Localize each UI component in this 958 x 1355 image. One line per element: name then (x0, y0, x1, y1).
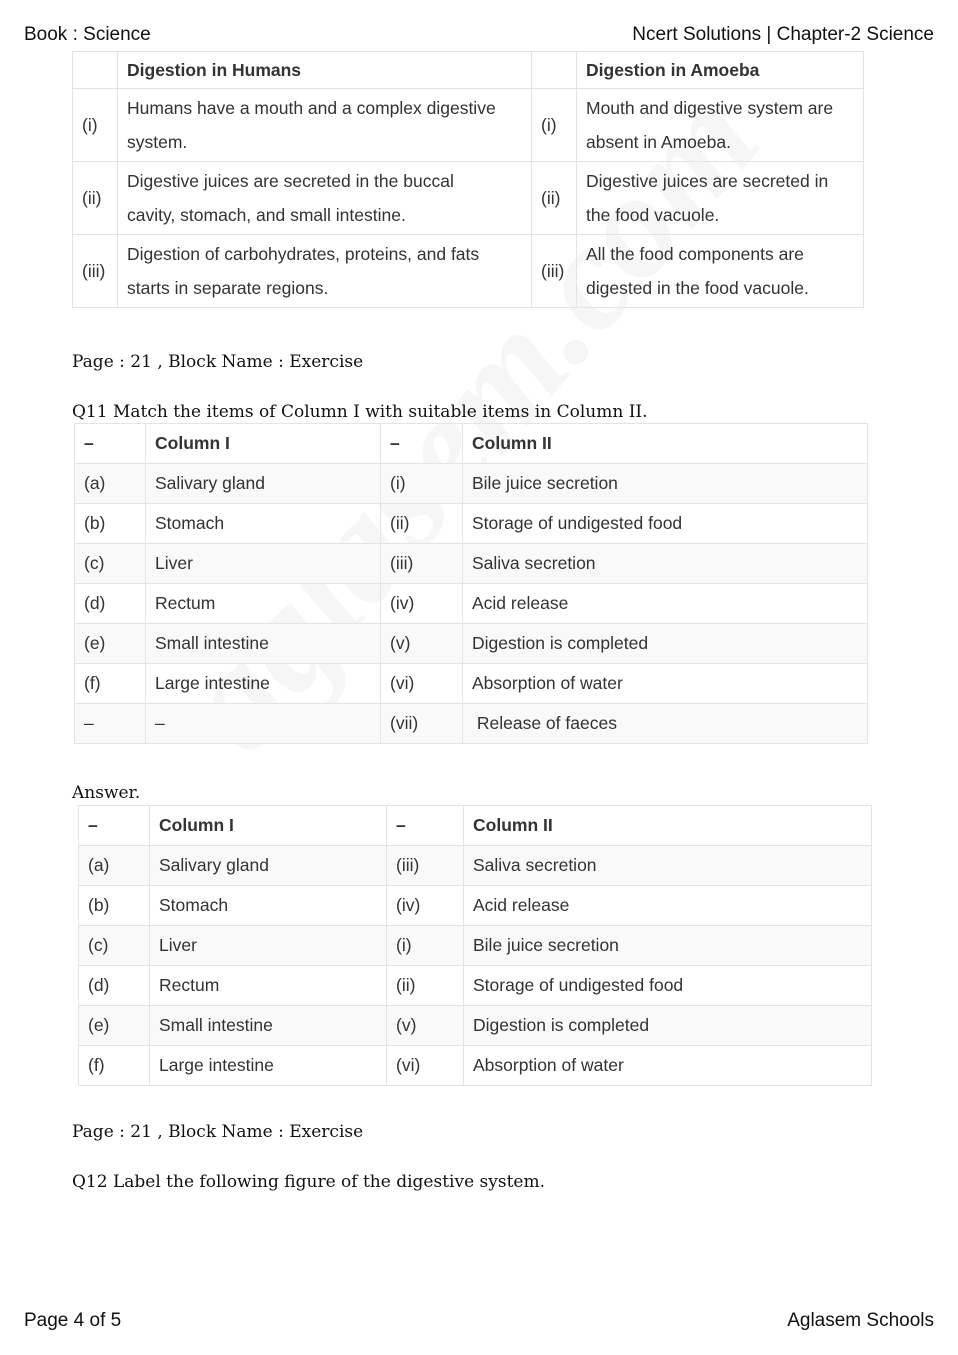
row-number: (i) (73, 89, 118, 162)
table-cell: Salivary gland (150, 846, 387, 886)
table-cell: (ii) (387, 966, 464, 1006)
table-cell: Saliva secretion (463, 544, 868, 584)
table-cell: (iii) (387, 846, 464, 886)
table-cell: Acid release (464, 886, 872, 926)
match-table (74, 423, 868, 744)
table-cell: Acid release (463, 584, 868, 624)
table-cell: (vii) (381, 704, 463, 744)
amoeba-cell: All the food components are digested in the food vacuole. (577, 235, 864, 308)
question-11: Q11 Match the items of Column I with suitable items in Column II. (72, 402, 648, 422)
comparison-table (72, 51, 864, 308)
table-header-row (73, 52, 864, 89)
table-row (73, 235, 864, 308)
table-cell: Absorption of water (463, 664, 868, 704)
table-cell: Bile juice secretion (464, 926, 872, 966)
question-12: Q12 Label the following figure of the digestive system. (72, 1172, 546, 1192)
table-cell: (e) (75, 624, 146, 664)
table-cell: (d) (79, 966, 150, 1006)
answer-label: Answer. (72, 783, 141, 803)
table-row (75, 584, 868, 624)
table-header-cell: Column II (464, 806, 872, 846)
table-header-cell: Digestion in Amoeba (577, 52, 864, 89)
table-cell: (v) (387, 1006, 464, 1046)
table-cell: Storage of undigested food (463, 504, 868, 544)
table-row (79, 966, 872, 1006)
table-row (79, 926, 872, 966)
humans-cell: Digestion of carbohydrates, proteins, and fats starts in separate regions. (118, 235, 532, 308)
table-cell: Stomach (150, 886, 387, 926)
table-cell: – (75, 704, 146, 744)
table-header-cell: – (79, 806, 150, 846)
table-cell: Large intestine (146, 664, 381, 704)
table-row (73, 89, 864, 162)
table-cell: (i) (387, 926, 464, 966)
table-cell: (ii) (381, 504, 463, 544)
table-header-cell: – (75, 424, 146, 464)
table-row (75, 544, 868, 584)
table-row (75, 504, 868, 544)
header-book: Book : Science (24, 24, 151, 45)
table-cell: – (146, 704, 381, 744)
table-cell: (c) (75, 544, 146, 584)
answer-table (78, 805, 872, 1086)
table-cell: Absorption of water (464, 1046, 872, 1086)
table-cell: (e) (79, 1006, 150, 1046)
table-row (79, 886, 872, 926)
table-cell: Storage of undigested food (464, 966, 872, 1006)
row-number: (ii) (532, 162, 577, 235)
table-row (75, 464, 868, 504)
table-header-cell: – (381, 424, 463, 464)
table-cell: (b) (75, 504, 146, 544)
table-cell: (c) (79, 926, 150, 966)
table-cell: Small intestine (150, 1006, 387, 1046)
table-cell: Rectum (150, 966, 387, 1006)
table-header-cell: Digestion in Humans (118, 52, 532, 89)
footer-page-number: Page 4 of 5 (24, 1310, 122, 1331)
table-cell: (i) (381, 464, 463, 504)
row-number: (iii) (73, 235, 118, 308)
table-cell: Stomach (146, 504, 381, 544)
table-row (73, 162, 864, 235)
table-header-row (75, 424, 868, 464)
table-cell: Bile juice secretion (463, 464, 868, 504)
table-cell: Digestion is completed (464, 1006, 872, 1046)
table-row (75, 624, 868, 664)
table-cell: Liver (150, 926, 387, 966)
table-header-cell: Column II (463, 424, 868, 464)
humans-cell: Digestive juices are secreted in the buccal cavity, stomach, and small intestine. (118, 162, 532, 235)
table-cell: Rectum (146, 584, 381, 624)
table-header-cell (73, 52, 118, 89)
table-cell: Saliva secretion (464, 846, 872, 886)
row-number: (i) (532, 89, 577, 162)
table-cell: Release of faeces (463, 704, 868, 744)
footer-brand: Aglasem Schools (787, 1310, 934, 1331)
table-header-cell: – (387, 806, 464, 846)
humans-cell: Humans have a mouth and a complex digestive system. (118, 89, 532, 162)
table-cell: (iv) (381, 584, 463, 624)
amoeba-cell: Mouth and digestive system are absent in Amoeba. (577, 89, 864, 162)
table-row (79, 1046, 872, 1086)
table-row (75, 704, 868, 744)
table-header-cell: Column I (150, 806, 387, 846)
table-cell: (vi) (381, 664, 463, 704)
page-reference: Page : 21 , Block Name : Exercise (72, 352, 364, 372)
table-cell: (f) (75, 664, 146, 704)
table-cell: (a) (79, 846, 150, 886)
row-number: (iii) (532, 235, 577, 308)
table-cell: Liver (146, 544, 381, 584)
table-cell: Small intestine (146, 624, 381, 664)
table-cell: Large intestine (150, 1046, 387, 1086)
amoeba-cell: Digestive juices are secreted in the food vacuole. (577, 162, 864, 235)
table-cell: (d) (75, 584, 146, 624)
table-row (79, 846, 872, 886)
header-chapter: Ncert Solutions | Chapter-2 Science (632, 24, 934, 45)
table-row (79, 1006, 872, 1046)
page-reference: Page : 21 , Block Name : Exercise (72, 1122, 364, 1142)
table-cell: (iii) (381, 544, 463, 584)
table-cell: (iv) (387, 886, 464, 926)
table-header-cell (532, 52, 577, 89)
table-cell: (b) (79, 886, 150, 926)
table-cell: (vi) (387, 1046, 464, 1086)
table-cell: Digestion is completed (463, 624, 868, 664)
table-header-cell: Column I (146, 424, 381, 464)
table-cell: (f) (79, 1046, 150, 1086)
table-cell: (a) (75, 464, 146, 504)
table-cell: (v) (381, 624, 463, 664)
row-number: (ii) (73, 162, 118, 235)
table-header-row (79, 806, 872, 846)
table-row (75, 664, 868, 704)
table-cell: Salivary gland (146, 464, 381, 504)
